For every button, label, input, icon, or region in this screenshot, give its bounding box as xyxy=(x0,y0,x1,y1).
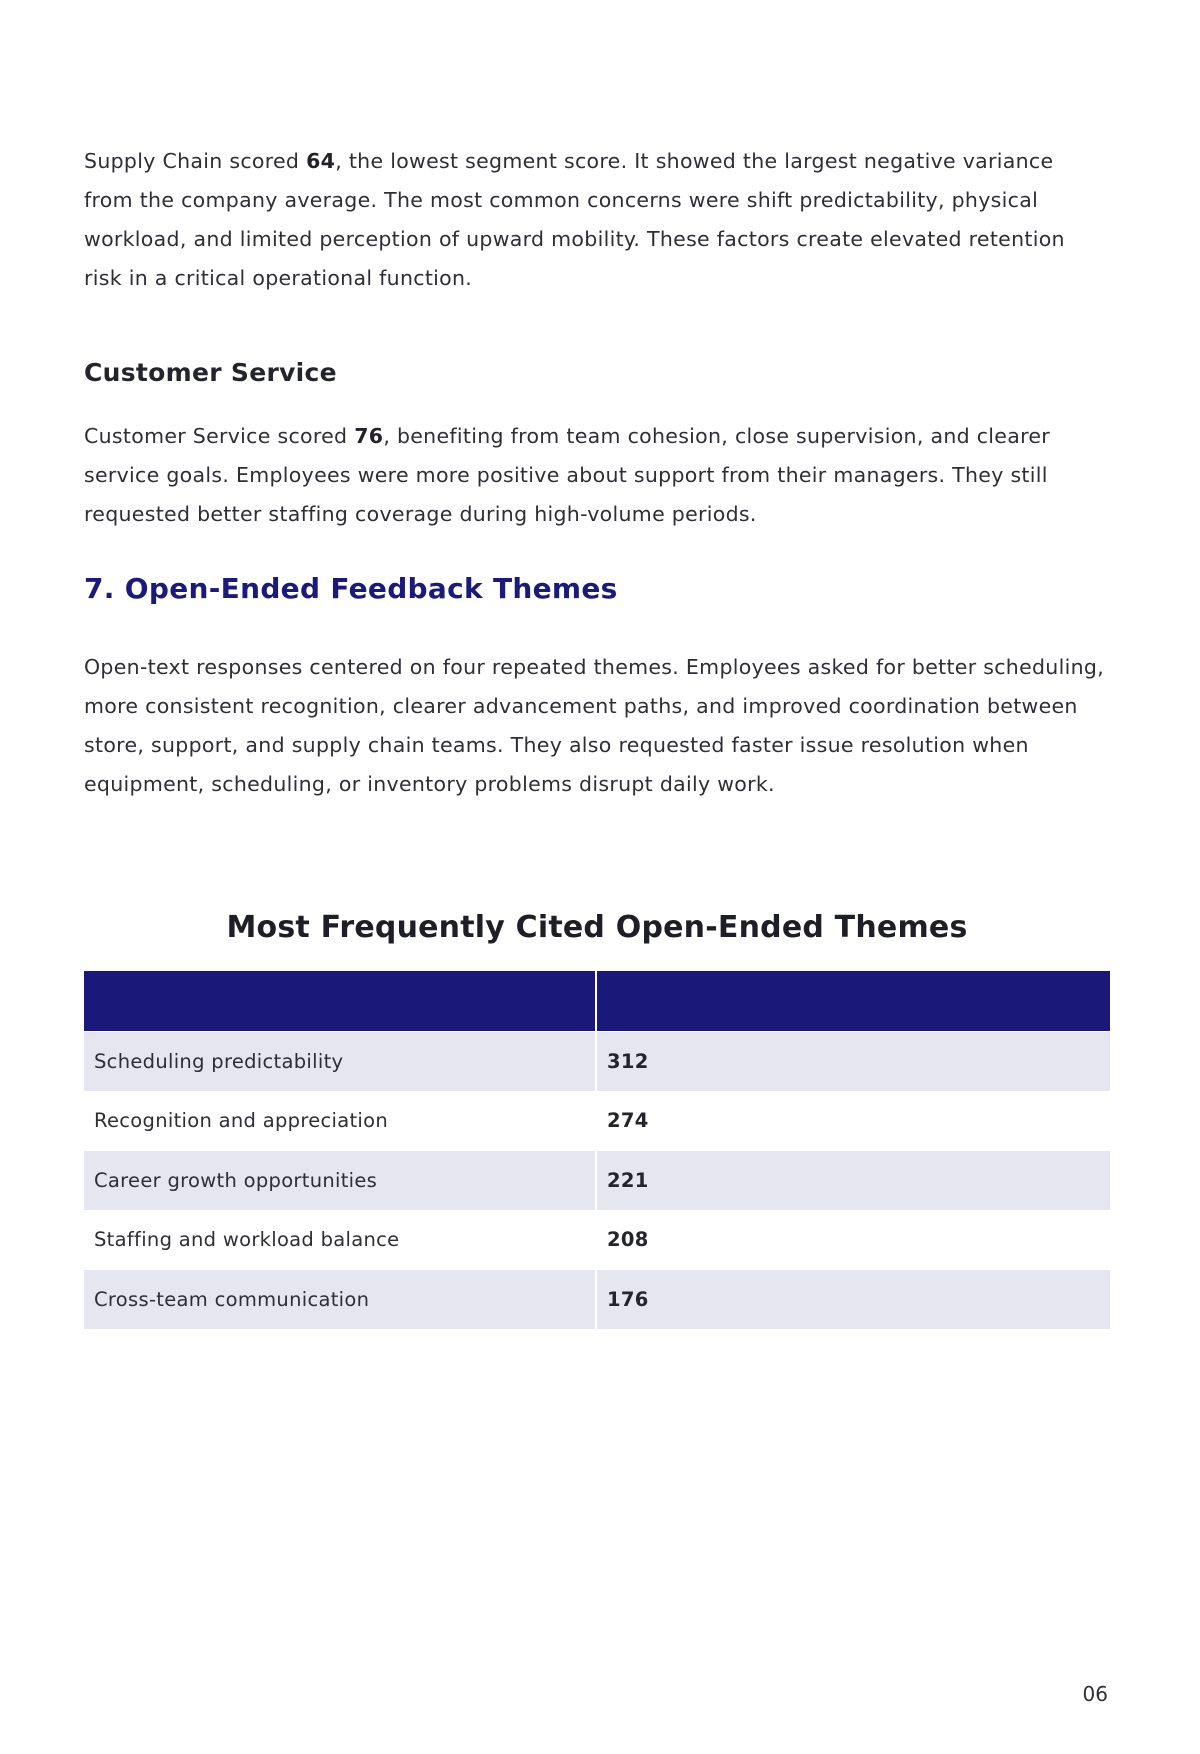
table-title: Most Frequently Cited Open-Ended Themes xyxy=(226,910,968,945)
theme-cell: Cross-team communication xyxy=(84,1270,596,1329)
count-cell: 176 xyxy=(596,1270,1110,1329)
page-number: 06 xyxy=(1082,1682,1108,1706)
themes-paragraph: Open-text responses centered on four repeated themes. Employees asked for better scheduling, more consistent recognition, clearer advancement paths, and improved coordination between store, support, and supply chain teams. They also requested faster issue resolution when equipment, scheduling, or inventory problems disrupt daily work. xyxy=(84,655,1105,796)
customer-service-heading: Customer Service xyxy=(84,358,337,387)
table-row xyxy=(84,1032,1110,1092)
table-row xyxy=(84,1210,1110,1270)
themes-section-heading: 7. Open-Ended Feedback Themes xyxy=(84,572,618,605)
customer-service-paragraph xyxy=(84,417,1084,534)
table-row xyxy=(84,1270,1110,1329)
supply-chain-text-pre: Supply Chain scored xyxy=(84,149,307,173)
table-header-row xyxy=(84,971,1110,1032)
supply-chain-paragraph xyxy=(84,142,1084,298)
table-header-count xyxy=(596,971,1110,1032)
table-row xyxy=(84,1091,1110,1151)
customer-service-score: 76 xyxy=(354,424,384,448)
count-cell: 274 xyxy=(596,1091,1110,1151)
supply-chain-text-post: , the lowest segment score. It showed the largest negative variance from the company average. The most common concerns were shift predictability, physical workload, and limited perception of upward mobility. These factors create elevated retention risk in a critical operational function. xyxy=(84,149,1065,290)
table-row xyxy=(84,1151,1110,1211)
themes-table xyxy=(84,971,1110,1329)
table-header-theme xyxy=(84,971,596,1032)
supply-chain-score: 64 xyxy=(306,149,336,173)
theme-cell: Scheduling predictability xyxy=(84,1032,596,1092)
customer-service-text-post: , benefiting from team cohesion, close supervision, and clearer service goals. Employees were more positive about support from their managers. They still requested better staffing coverage during high-volume periods. xyxy=(84,424,1050,526)
count-cell: 221 xyxy=(596,1151,1110,1211)
count-cell: 208 xyxy=(596,1210,1110,1270)
theme-cell: Recognition and appreciation xyxy=(84,1091,596,1151)
count-cell: 312 xyxy=(596,1032,1110,1092)
theme-cell: Career growth opportunities xyxy=(84,1151,596,1211)
customer-service-text-pre: Customer Service scored xyxy=(84,424,355,448)
theme-cell: Staffing and workload balance xyxy=(84,1210,596,1270)
